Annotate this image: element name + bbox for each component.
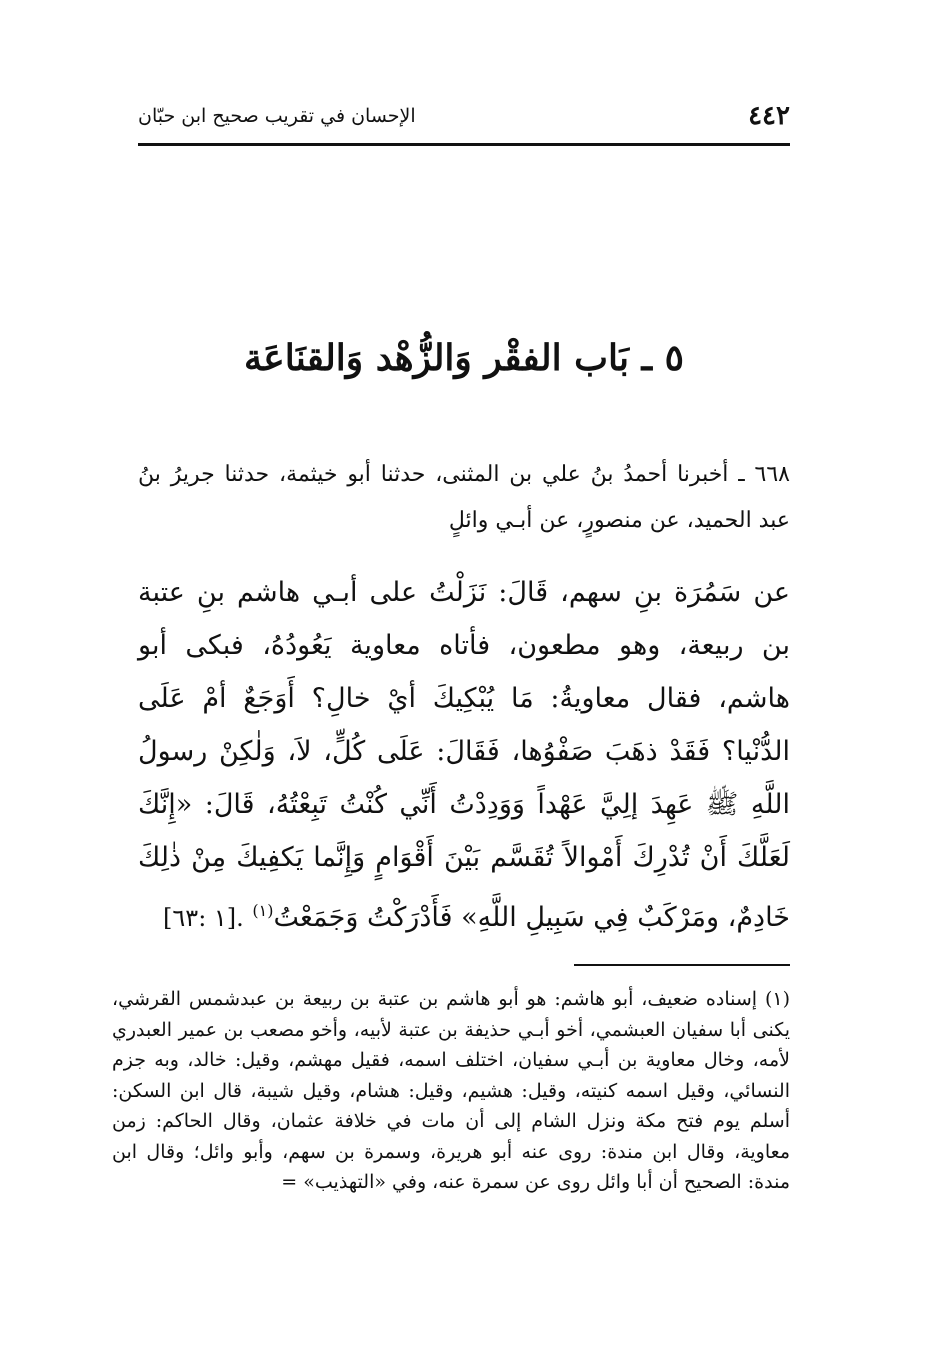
isnad-text: ٦٦٨ ـ أخبرنا أحمدُ بنُ علي بن المثنى، حدثنا أبو خيثمة، حدثنا جريرُ بنُ عبد الحميد، عن منصورٍ، عن أبـي وائلٍ [138, 462, 790, 533]
footnote-text: إسناده ضعيف، أبو هاشم: هو أبو هاشم بن عتبة بن ربيعة بن عبدشمس القرشي، يكنى أبا سفيان العبشمي، أخو أبـي حذيفة بن عتبة لأبيه، وأخو مصعب بن عمير العبدري لأمه، وخال معاوية بن أبـي سفيان، اختلف اسمه، فقيل مهشم، وقيل: خالد، وبه جزم النسائي، وقيل اسمه كنيته، وقيل: هشيم، وقيل: هشام، وقيل شيبة، قال ابن السكن: أسلم يوم فتح مكة ونزل الشام إلى أن مات في خلافة عثمان، وقال الحاكم: زمن معاوية، وقال ابن مندة: روى عنه أبو هريرة، وسمرة بن سهم، وأبو وائل؛ وقال ابن مندة: الصحيح أن أبا وائل روى عن سمرة عنه، وفي «التهذيب» = [112, 988, 790, 1193]
matn-text: عن سَمُرَة بنِ سهم، قَالَ: نَزَلْتُ على أبـي هاشم بنِ عتبة بن ربيعة، وهو مطعون، فأتاه معاوية يَعُودُهُ، فبكى أبو هاشم، فقال معاويةُ: مَا يُبْكِيكَ أيْ خالِ؟ أَوَجَعٌ أمْ عَلَى الدُّنْيا؟ فَقَدْ ذهَبَ صَفْوُها، فَقَالَ: عَلَى كُلٍّ، لاَ، وَلٰكِنْ رسولُ اللَّهِ ﷺ عَهِدَ إلِيَّ عَهْداً وَوَدِدْتُ أَنِّي كُنْتُ تَبِعْتُهُ، قَالَ: «إِنَّكَ لَعَلَّكَ أَنْ تُدْرِكَ أَمْوالاً تُقَسَّم بَيْنَ أَقْوَامٍ وَإِنَّما يَكفِيكَ مِنْ ذٰلِكَ خَادِمٌ، ومَرْكَبٌ فِي سَبِيلِ اللَّهِ» فَأَدْرَكْتُ وَجَمَعْتُ [138, 577, 790, 933]
page-number: ٤٤٢ [748, 101, 790, 131]
footnote-paragraph [112, 984, 790, 1198]
matn-paragraph [138, 566, 790, 945]
running-title: الإحسان في تقريب صحيح ابن حبّان [138, 105, 416, 127]
footnote [112, 984, 790, 1198]
footnote-marker: (١) [252, 901, 274, 920]
footnote-number: (١) [764, 988, 790, 1010]
hadith-reference: .[١ :٦٣] [163, 904, 244, 932]
page-header [138, 96, 790, 136]
hadith-matn [138, 566, 790, 945]
hadith-isnad [138, 452, 790, 544]
footnote-rule [574, 964, 790, 966]
header-rule [138, 143, 790, 146]
chapter-title: ٥ ـ بَاب الفقْر وَالزُّهْد وَالقنَاعَة [244, 337, 684, 379]
